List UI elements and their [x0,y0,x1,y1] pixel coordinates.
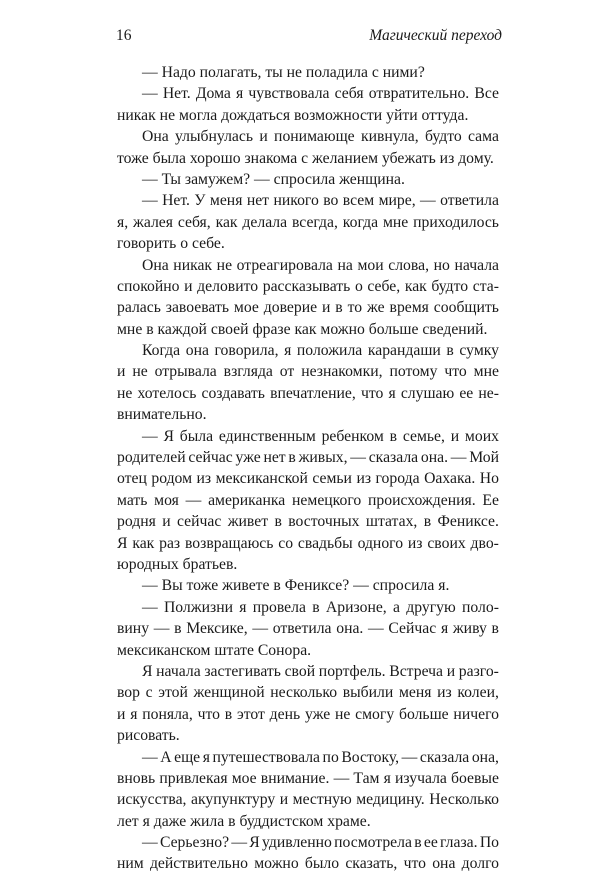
text-line: — Полжизни я провела в Аризоне, а другую поло- [142,598,499,616]
text-line: ралась завоевать мое доверие и в то же время сообщить [117,299,499,317]
text-line: искусства, акупунктуру и местную медицину. Несколько [117,791,499,809]
text-line: тоже была хорошо знакома с желанием убежать из дому. [117,149,494,167]
text-line: — Серьезно? — Я удивленно посмотрела в ее глаза. По [142,834,499,852]
text-line: мне в каждой своей фразе как можно больше сведений. [117,320,488,338]
text-line: — Вы тоже живете в Фениксе? — спросила я. [142,577,450,595]
text-line: юродных братьев. [117,555,238,573]
text-line: я, жалея себя, как делала всегда, когда мне приходилось [117,213,499,231]
body-text [117,62,499,875]
text-line: — Нет. Дома я чувствовала себя отвратительно. Все [142,85,499,103]
text-line: — Ты замужем? — спросила женщина. [142,170,405,188]
text-line: мать моя — американка немецкого происхождения. Ее [117,491,499,509]
text-line: ним действительно можно было сказать, что она долго [117,855,499,873]
text-line: спокойно и деловито рассказывать о себе, как будто ста- [117,277,499,295]
text-line: родня и сейчас живет в восточных штатах, в Фениксе. [117,513,499,531]
running-head [116,25,502,47]
text-line: — Нет. У меня нет никого во всем мире, — ответила [142,192,499,210]
text-line: мексиканском штате Сонора. [117,641,312,659]
text-line: рисовать. [117,727,180,745]
text-line: отец родом из мексиканской семьи из города Оахака. Но [117,470,499,488]
text-line: Я начала застегивать свой портфель. Встреча и разго- [142,662,499,680]
text-line: никак не могла дождаться возможности уйти оттуда. [117,106,469,124]
text-line: вор с этой женщиной несколько выбили меня из колеи, [117,684,499,702]
text-line: вину — в Мексике, — ответила она. — Сейчас я живу в [117,620,499,638]
text-line: вновь привлекая мое внимание. — Там я изучала боевые [117,769,499,787]
page-number: 16 [116,27,132,44]
text-line: — Я была единственным ребенком в семье, и моих [142,427,499,445]
text-line: внимательно. [117,406,207,424]
text-line: Когда она говорила, я положила карандаши в сумку [142,342,499,360]
text-line: говорить о себе. [117,235,225,253]
running-title: Магический переход [369,27,502,44]
text-line: лет я даже жила в буддистском храме. [117,812,371,830]
text-line: и не отрывала взгляда от незнакомки, потому что мне [117,363,499,381]
text-line: Она никак не отреагировала на мои слова, но начала [142,256,499,274]
text-line: Она улыбнулась и понимающе кивнула, будто сама [142,128,499,146]
text-line: — Надо полагать, ты не поладила с ними? [142,64,425,81]
text-line: — А еще я путешествовала по Востоку, — сказала она, [142,748,499,766]
text-line: родителей сейчас уже нет в живых, — сказала она. — Мой [117,449,499,467]
text-line: Я как раз возвращаюсь со свадьбы одного из своих дво- [117,534,499,552]
text-line: не хотелось создавать впечатление, что я слушаю ее не- [117,384,499,402]
text-line: и я поняла, что в этот день уже не смогу больше ничего [117,705,499,723]
